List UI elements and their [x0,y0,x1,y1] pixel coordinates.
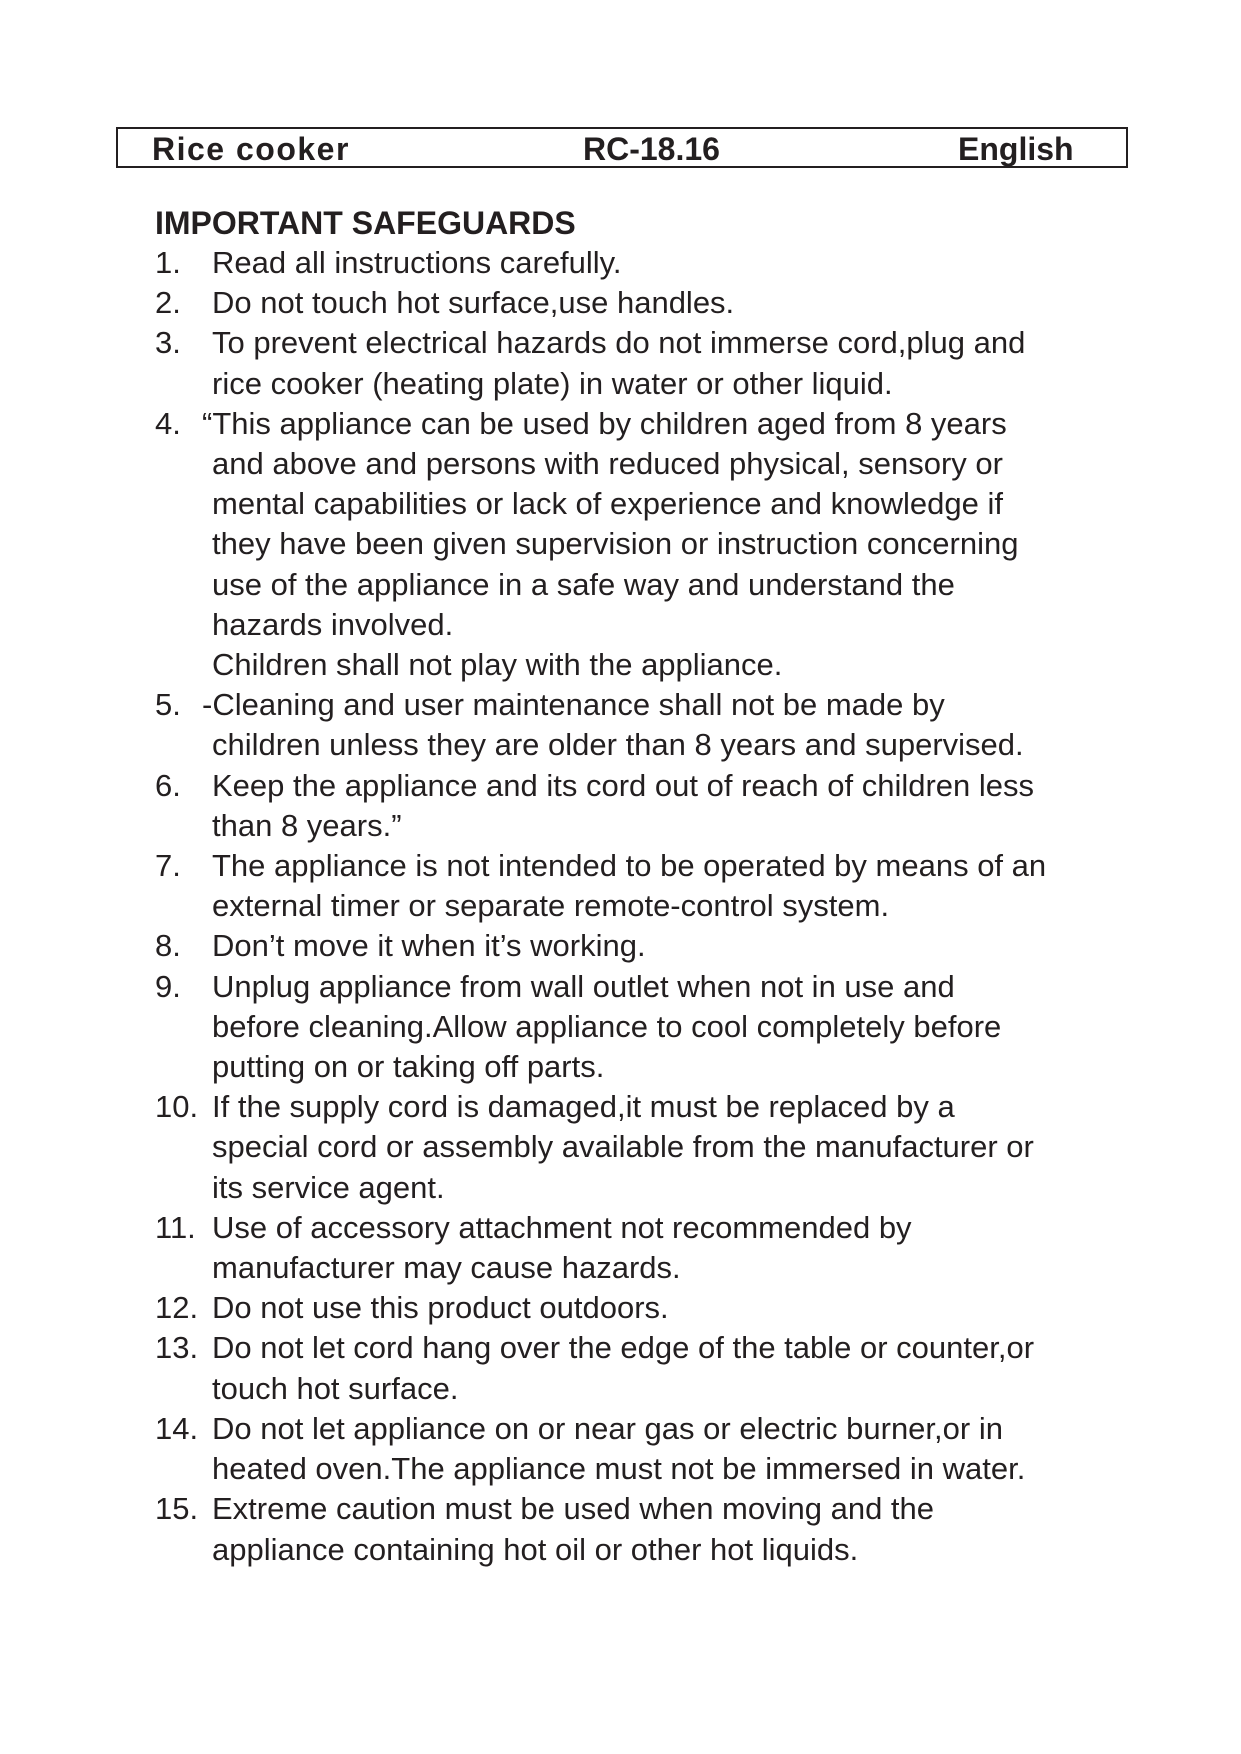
item-number: 13. [155,1330,199,1366]
item-text-line: “This appliance can be used by children aged from 8 years [202,405,1007,441]
item-text-line: Use of accessory attachment not recommended by [212,1209,912,1245]
item-text-line: hazards involved. [212,606,454,642]
item-text-line: they have been given supervision or instruction concerning [212,526,1019,562]
item-text-line: Unplug appliance from wall outlet when not in use and [212,968,955,1004]
safeguards-list [155,243,1115,1570]
item-text-line: To prevent electrical hazards do not immerse cord,plug and [212,325,1026,361]
list-item [155,404,1115,685]
list-item [155,685,1115,765]
item-text-line: If the supply cord is damaged,it must be replaced by a [212,1089,955,1125]
item-text-line: Do not touch hot surface,use handles. [212,285,735,321]
item-number: 2. [155,285,181,321]
item-number: 7. [155,848,181,884]
list-item [155,1087,1115,1208]
list-item [155,967,1115,1088]
item-text-line: manufacturer may cause hazards. [212,1250,681,1286]
list-item [155,283,1115,323]
item-text-line: The appliance is not intended to be operated by means of an [212,848,1047,884]
language-label: English [958,131,1074,167]
item-text-line: Do not use this product outdoors. [212,1290,669,1326]
list-item [155,1489,1115,1569]
item-number: 1. [155,245,181,280]
item-number: 4. [155,405,181,441]
list-item [155,846,1115,926]
list-item [155,1208,1115,1288]
list-item [155,766,1115,846]
item-text-line: Extreme caution must be used when moving and the [212,1491,935,1527]
item-text-line: -Cleaning and user maintenance shall not be made by [202,687,945,723]
item-text-line: and above and persons with reduced physical, sensory or [212,446,1003,482]
item-text-line: touch hot surface. [212,1370,459,1406]
item-text-line: mental capabilities or lack of experience and knowledge if [212,486,1003,522]
item-text-line: external timer or separate remote-control system. [212,888,890,924]
item-number: 11. [155,1209,196,1245]
item-text-line: special cord or assembly available from the manufacturer or [212,1129,1034,1165]
item-text-line: heated oven.The appliance must not be immersed in water. [212,1451,1026,1487]
item-number: 6. [155,767,181,803]
item-number: 3. [155,325,181,361]
item-number: 8. [155,928,181,964]
list-item [155,1328,1115,1408]
model-number: RC-18.16 [583,131,720,167]
item-text-line: appliance containing hot oil or other hot liquids. [212,1531,859,1567]
item-text-line: Children shall not play with the appliance. [212,647,783,683]
product-name: Rice cooker [152,131,350,167]
document-header [116,127,1128,168]
item-text-line: before cleaning.Allow appliance to cool completely before [212,1008,1002,1044]
list-item [155,323,1115,403]
list-item [155,1409,1115,1489]
item-number: 15. [155,1491,199,1527]
item-number: 5. [155,687,181,723]
item-text-line: use of the appliance in a safe way and understand the [212,566,955,602]
section-heading: IMPORTANT SAFEGUARDS [155,205,576,241]
item-text-line: putting on or taking off parts. [212,1049,605,1085]
item-text-line: rice cooker (heating plate) in water or other liquid. [212,365,893,401]
list-item [155,926,1115,966]
item-text-line: children unless they are older than 8 years and supervised. [212,727,1024,763]
list-item [155,243,1115,283]
item-number: 14. [155,1410,199,1446]
list-item [155,1288,1115,1328]
item-number: 12. [155,1290,199,1326]
item-text-line: its service agent. [212,1169,445,1205]
item-text-line: Don’t move it when it’s working. [212,928,646,964]
item-text-line: Do not let cord hang over the edge of the table or counter,or [212,1330,1035,1366]
item-number: 9. [155,968,181,1004]
item-text-line: Read all instructions carefully. [212,245,622,280]
item-text-line: Keep the appliance and its cord out of reach of children less [212,767,1035,803]
item-text-line: Do not let appliance on or near gas or electric burner,or in [212,1410,1003,1446]
item-number: 10. [155,1089,199,1125]
item-text-line: than 8 years.” [212,807,402,843]
